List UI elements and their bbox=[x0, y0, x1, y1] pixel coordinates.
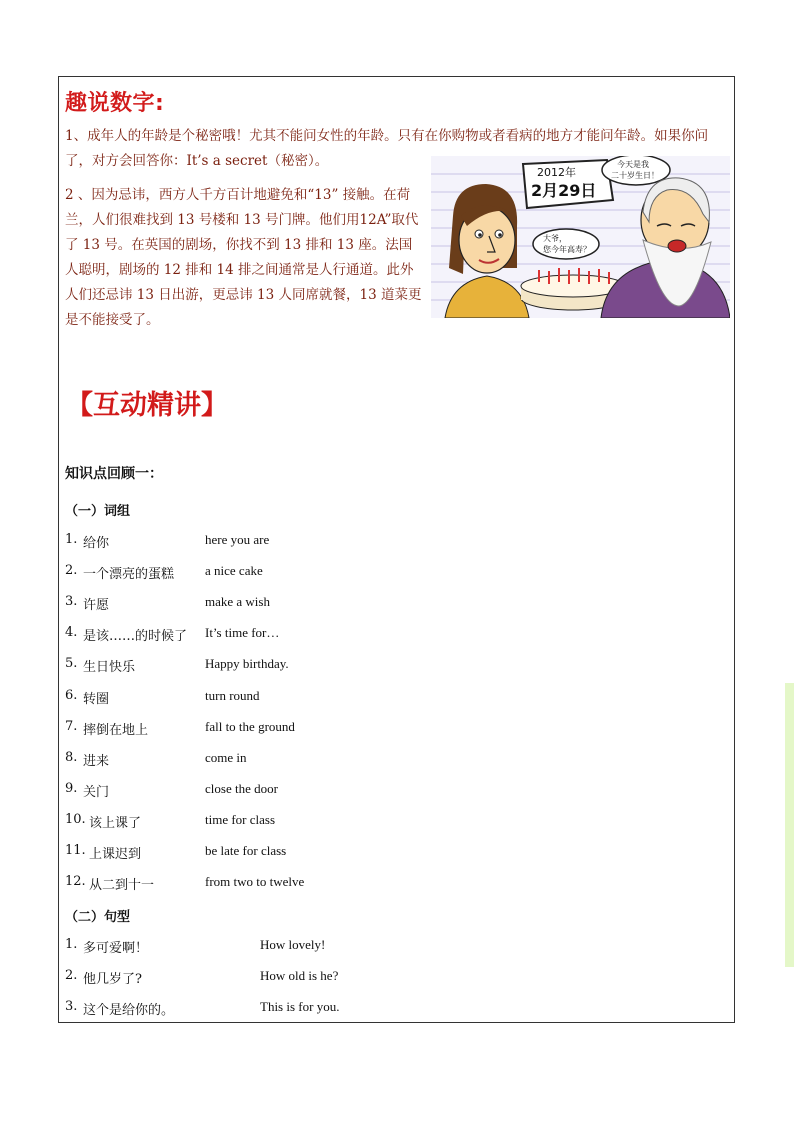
phrase-english: close the door bbox=[205, 781, 278, 796]
phrase-number: 7. bbox=[65, 719, 78, 734]
sentence-number: 1. bbox=[65, 937, 78, 952]
old-man-speech-1: 今天是我 bbox=[617, 160, 649, 169]
phrase-english: a nice cake bbox=[205, 563, 263, 578]
sentence-chinese: 多可爱啊！ bbox=[83, 941, 149, 956]
phrase-number: 6. bbox=[65, 688, 78, 703]
phrase-number: 8. bbox=[65, 750, 78, 765]
phrase-number: 3. bbox=[65, 594, 78, 609]
calendar-date: 2月29日 bbox=[531, 181, 597, 200]
phrase-english: time for class bbox=[205, 812, 276, 827]
phrase-chinese: 生日快乐 bbox=[83, 660, 136, 675]
birthday-cartoon-illustration bbox=[431, 156, 730, 318]
old-man-speech-2: 二十岁生日！ bbox=[611, 171, 659, 180]
phrase-number: 9. bbox=[65, 781, 78, 796]
phrase-english: fall to the ground bbox=[205, 719, 295, 734]
phrase-chinese: 关门 bbox=[83, 785, 110, 800]
girl-speech-2: 您今年高寿？ bbox=[543, 245, 591, 254]
phrase-chinese: 给你 bbox=[83, 536, 110, 551]
phrase-english: here you are bbox=[205, 532, 270, 547]
fun-numbers-paragraph-1: 1、成年人的年龄是个秘密哦！尤其不能问女性的年龄。只有在你购物或者看病的地方才能问年龄。如果你问了，对方会回答你：It’s a secret（秘密）。 bbox=[65, 128, 709, 169]
phrase-number: 4. bbox=[65, 625, 78, 640]
fun-numbers-title: 趣说数字: bbox=[65, 91, 165, 116]
fun-numbers-paragraph-2: 2 、因为忌讳，西方人千方百计地避免和“13” 接触。在荷兰，人们很难找到 13 号楼和 13 号门牌。他们用12A”取代了 13 号。在英国的剧场，你找不到 13 排和 13 座。法国人聪明，剧场的 12 排和 14 排之间通常是人行通道。此外人们还忌讳 13 日出游，更忌讳 13 人同席就餐，13 道菜更是不能接受了。 bbox=[65, 187, 422, 328]
phrase-chinese: 从二到十一 bbox=[89, 878, 155, 893]
phrase-english: turn round bbox=[205, 688, 260, 703]
sentence-number: 2. bbox=[65, 968, 78, 983]
phrase-chinese: 上课迟到 bbox=[89, 847, 142, 862]
calendar-year: 2012年 bbox=[537, 166, 576, 179]
phrase-chinese: 许愿 bbox=[83, 598, 110, 613]
sentences-heading: （二）句型 bbox=[65, 910, 131, 925]
interactive-lecture-title: 【互动精讲】 bbox=[66, 390, 228, 421]
phrase-number: 11. bbox=[65, 843, 86, 858]
girl-speech-1: 大爷， bbox=[543, 234, 567, 243]
phrase-chinese: 摔倒在地上 bbox=[83, 723, 149, 738]
sentence-number: 3. bbox=[65, 999, 78, 1014]
phrase-chinese: 该上课了 bbox=[89, 816, 142, 831]
sentence-english: How lovely! bbox=[260, 937, 326, 952]
phrase-english: come in bbox=[205, 750, 247, 765]
phrase-english: be late for class bbox=[205, 843, 287, 858]
sentence-chinese: 这个是给你的。 bbox=[83, 1003, 175, 1018]
phrase-chinese: 转圈 bbox=[83, 692, 110, 707]
phrases-heading: （一）词组 bbox=[65, 504, 131, 519]
phrase-chinese: 是该……的时候了 bbox=[83, 629, 188, 644]
phrase-number: 12. bbox=[65, 874, 86, 889]
knowledge-review-title: 知识点回顾一： bbox=[65, 466, 163, 482]
phrase-number: 1. bbox=[65, 532, 78, 547]
phrase-number: 10. bbox=[65, 812, 86, 827]
phrase-number: 2. bbox=[65, 563, 78, 578]
phrase-chinese: 一个漂亮的蛋糕 bbox=[83, 567, 175, 582]
phrase-chinese: 进来 bbox=[83, 754, 110, 769]
sentence-english: This is for you. bbox=[260, 999, 340, 1014]
phrase-english: Happy birthday. bbox=[205, 656, 289, 671]
phrase-english: It’s time for… bbox=[205, 625, 280, 640]
side-scroll-strip bbox=[785, 683, 794, 967]
sentence-english: How old is he? bbox=[260, 968, 339, 983]
phrase-number: 5. bbox=[65, 656, 78, 671]
phrase-english: make a wish bbox=[205, 594, 270, 609]
phrase-english: from two to twelve bbox=[205, 874, 305, 889]
sentence-chinese: 他几岁了? bbox=[83, 972, 142, 987]
